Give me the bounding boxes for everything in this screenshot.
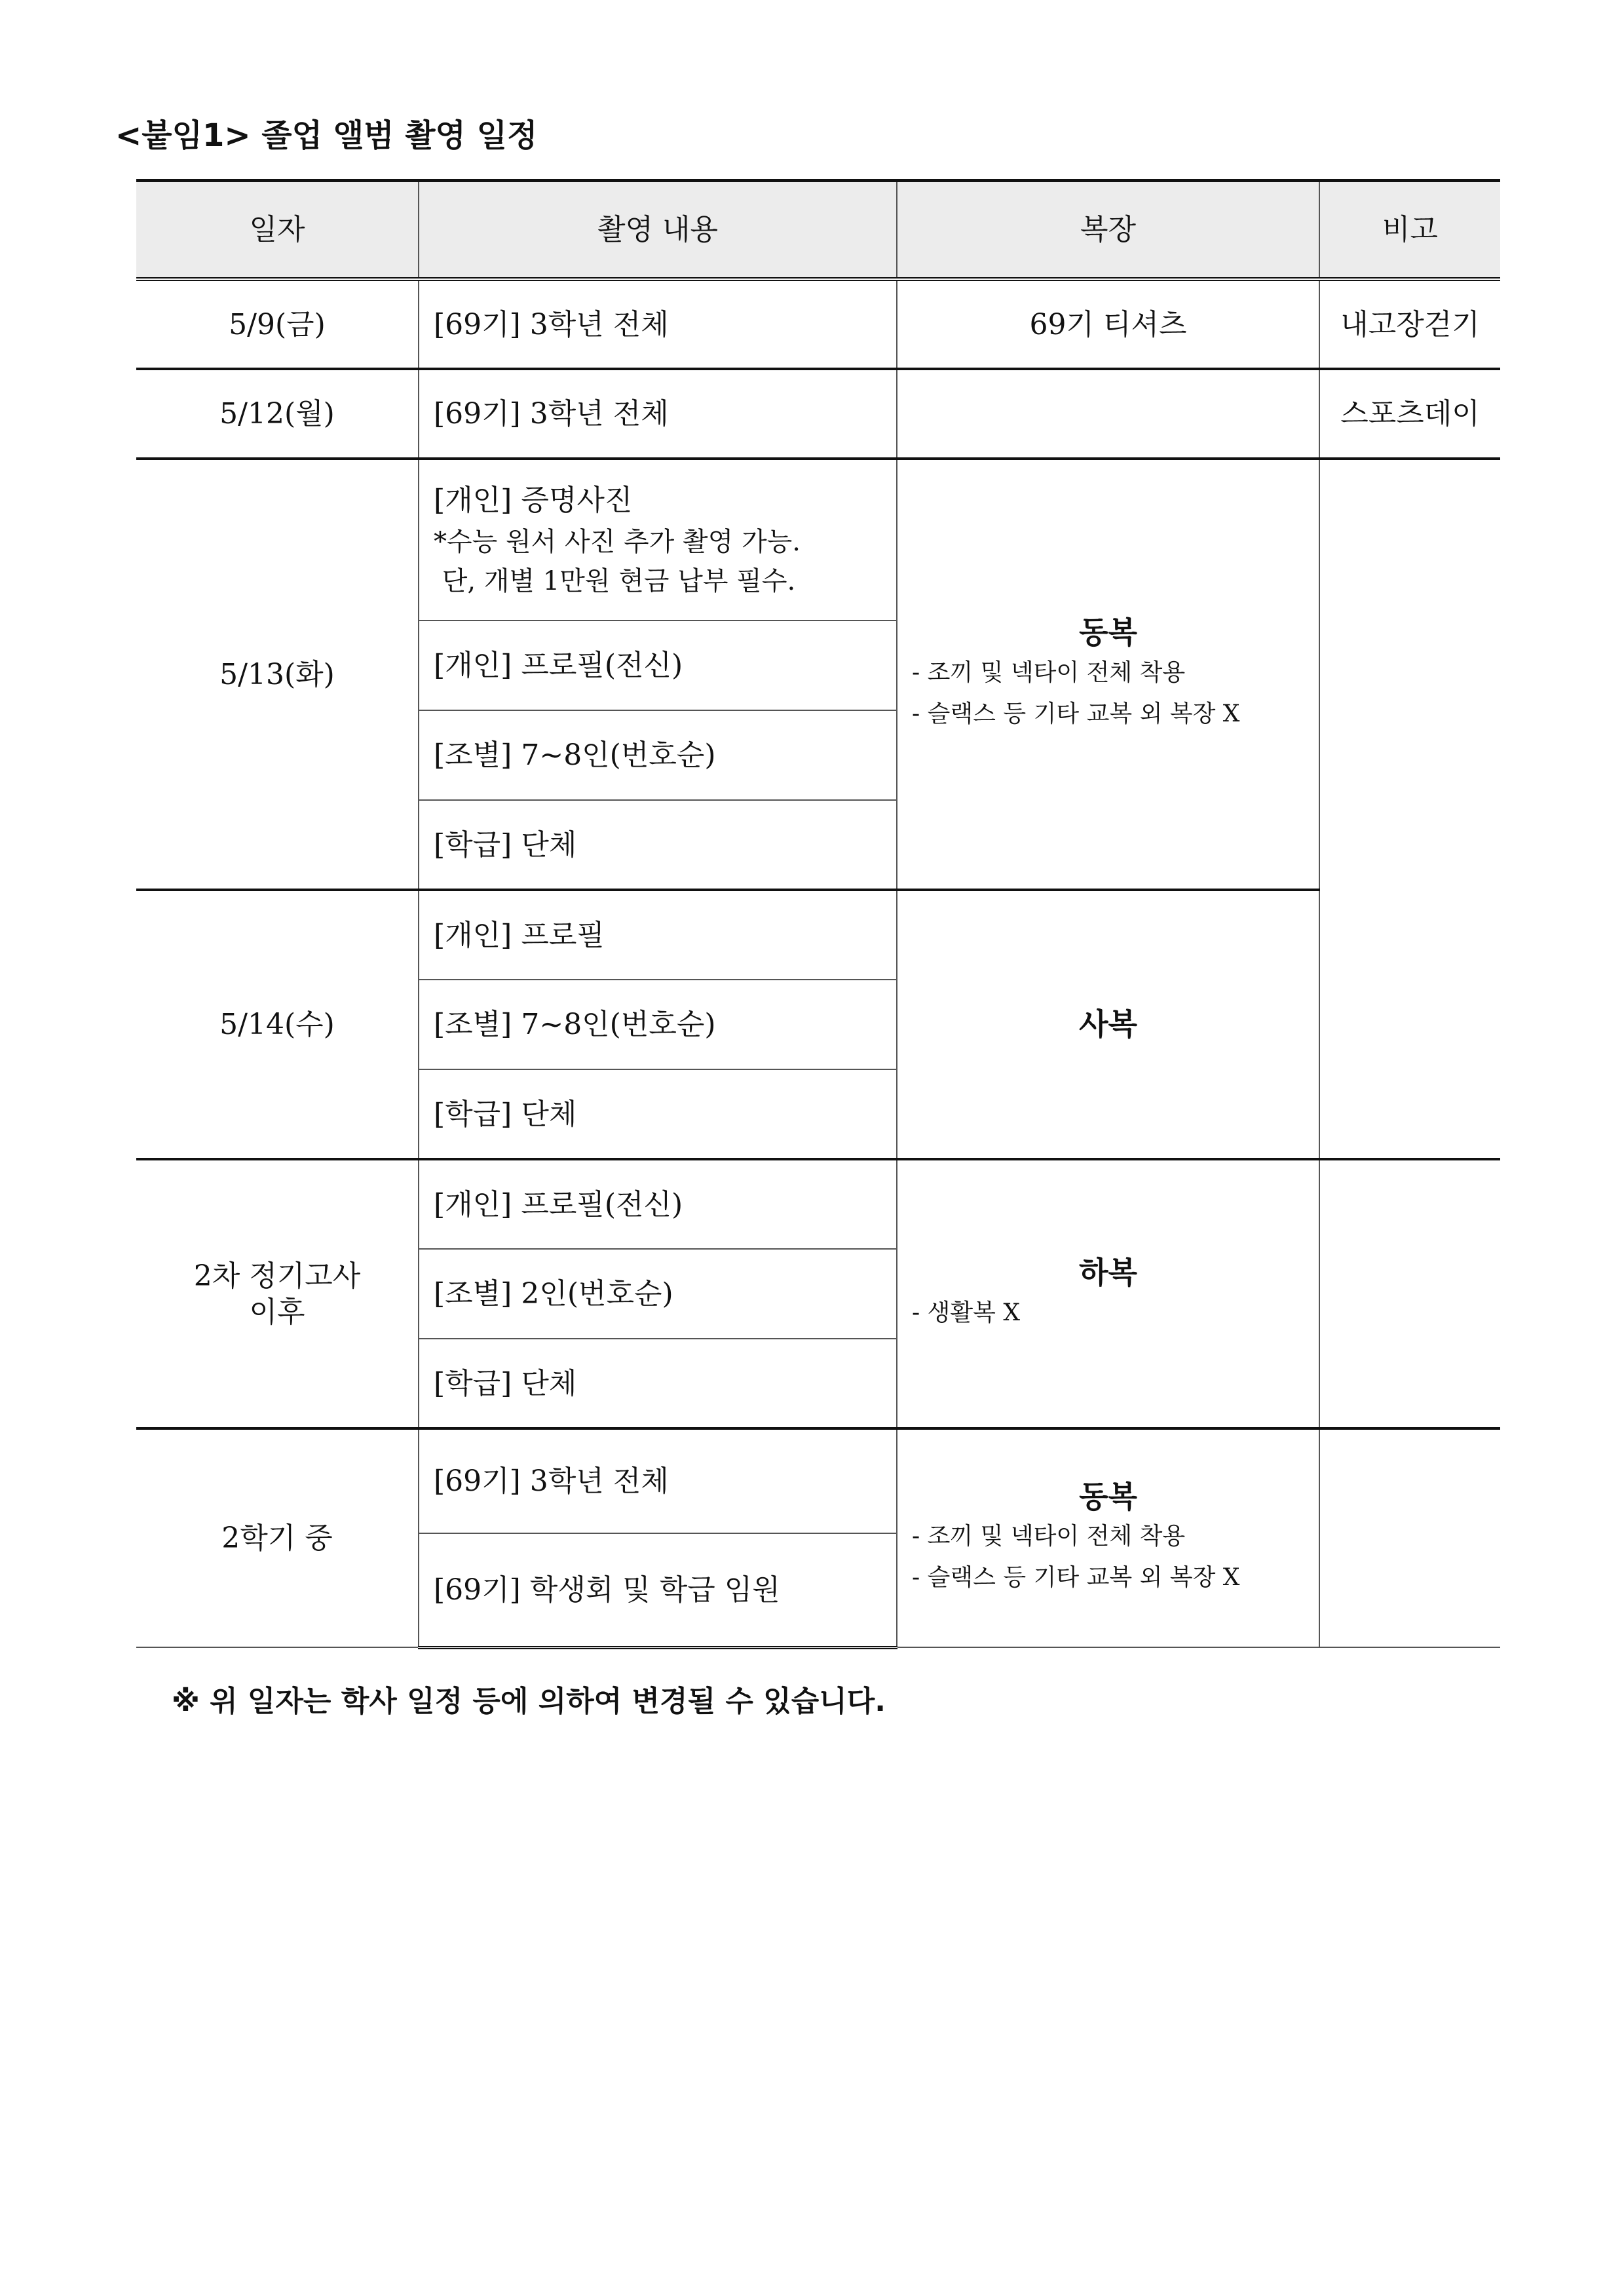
content-cell: [조별] 7~8인(번호순) (419, 980, 897, 1069)
content-cell: [개인] 프로필(전신) (419, 621, 897, 710)
content-cell: [개인] 프로필(전신) (419, 1159, 897, 1249)
footnote: ※ 위 일자는 학사 일정 등에 의하여 변경될 수 있습니다. (172, 1685, 886, 1718)
note-cell: 스포츠데이 (1319, 369, 1500, 459)
content-cell: [학급] 단체 (419, 1339, 897, 1428)
clothing-cell (897, 1428, 1319, 1647)
note-cell: 내고장걷기 (1319, 279, 1500, 369)
clothing-note: - 조끼 및 넥타이 전체 착용 (912, 659, 1186, 686)
table-row (136, 890, 1500, 980)
document-title: <붙임1> 졸업 앨범 촬영 일정 (115, 117, 538, 154)
date-cell: 5/9(금) (136, 279, 419, 369)
clothing-note: - 슬랙스 등 기타 교복 외 복장 X (912, 700, 1240, 727)
schedule-table (136, 179, 1500, 1649)
header-content: 촬영 내용 (419, 181, 897, 280)
note-cell (1319, 1428, 1500, 1647)
clothing-note: - 조끼 및 넥타이 전체 착용 (912, 1523, 1186, 1550)
content-cell: [학급] 단체 (419, 1069, 897, 1159)
clothing-note: - 슬랙스 등 기타 교복 외 복장 X (912, 1564, 1240, 1592)
date-cell (136, 1159, 419, 1428)
clothing-cell (897, 1159, 1319, 1428)
table-row (136, 459, 1500, 621)
clothing-cell (897, 459, 1319, 890)
note-cell (1319, 459, 1500, 1159)
content-subnote: *수능 원서 사진 추가 촬영 가능. (434, 527, 801, 557)
table-row (136, 1428, 1500, 1533)
clothing-title: 동복 (1079, 615, 1137, 651)
content-cell: [69기] 3학년 전체 (419, 369, 897, 459)
date-cell: 2학기 중 (136, 1428, 419, 1647)
clothing-cell (897, 890, 1319, 1159)
clothing-note: - 생활복 X (912, 1299, 1021, 1326)
content-cell: [조별] 7~8인(번호순) (419, 710, 897, 800)
date-cell: 5/12(월) (136, 369, 419, 459)
header-date: 일자 (136, 181, 419, 280)
header-note: 비고 (1319, 181, 1500, 280)
clothing-title: 동복 (1079, 1478, 1137, 1514)
content-cell: [69기] 3학년 전체 (419, 1428, 897, 1533)
clothing-cell: 69기 티셔츠 (897, 279, 1319, 369)
table-header-row (136, 181, 1500, 280)
content-item: [개인] 증명사진 (434, 484, 633, 517)
table-row (136, 279, 1500, 369)
content-subnote: 단, 개별 1만원 현금 납부 필수. (434, 566, 796, 596)
header-clothing: 복장 (897, 181, 1319, 280)
content-cell: [69기] 학생회 및 학급 임원 (419, 1533, 897, 1647)
note-cell (1319, 1159, 1500, 1428)
clothing-title: 사복 (1079, 1006, 1137, 1042)
date-line: 이후 (249, 1295, 305, 1329)
table-row (136, 1159, 1500, 1249)
content-cell (419, 459, 897, 621)
date-line: 2차 정기고사 (193, 1259, 361, 1293)
clothing-cell (897, 369, 1319, 459)
table-row (136, 369, 1500, 459)
clothing-title: 하복 (1079, 1255, 1137, 1291)
content-cell: [학급] 단체 (419, 800, 897, 890)
date-cell: 5/13(화) (136, 459, 419, 890)
date-cell: 5/14(수) (136, 890, 419, 1159)
content-cell: [69기] 3학년 전체 (419, 279, 897, 369)
content-cell: [조별] 2인(번호순) (419, 1249, 897, 1339)
content-cell: [개인] 프로필 (419, 890, 897, 980)
